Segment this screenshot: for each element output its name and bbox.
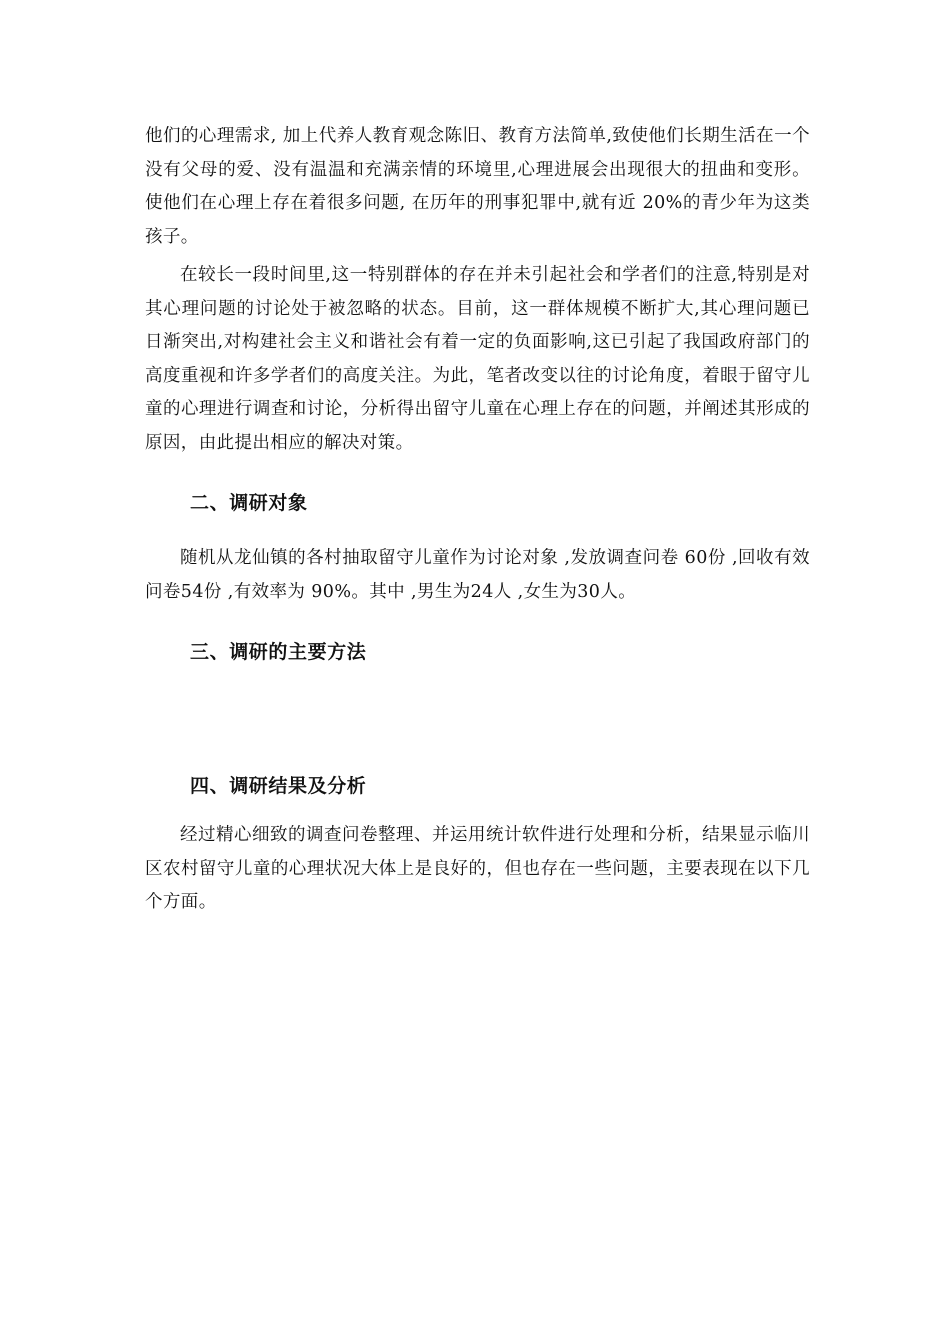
paragraph-subjects: 随机从龙仙镇的各村抽取留守儿童作为讨论对象 ,发放调查问卷 60份 ,回收有效问卷54份 ,有效率为 90%。其中 ,男生为24人 ,女生为30人。 bbox=[145, 548, 810, 602]
section-heading-results: 四、调研结果及分析 bbox=[190, 775, 367, 797]
paragraph-background: 在较长一段时间里,这一特别群体的存在并未引起社会和学者们的注意,特别是对其心理问题的讨论处于被忽略的状态。目前，这一群体规模不断扩大,其心理问题已日渐突出,对构建社会主义和谐社会有着一定的负面影响,这已引起了我国政府部门的高度重视和许多学者们的高度关注。为此，笔者改变以往的讨论角度，着眼于留守儿童的心理进行调查和讨论，分析得出留守儿童在心理上存在的问题，并阐述其形成的原因，由此提出相应的解决对策。 bbox=[145, 265, 810, 453]
section-heading-subjects: 二、调研对象 bbox=[190, 492, 308, 514]
section-heading-methods: 三、调研的主要方法 bbox=[190, 641, 367, 663]
paragraph-continuation: 他们的心理需求, 加上代养人教育观念陈旧、教育方法简单,致使他们长期生活在一个没有父母的爱、没有温温和充满亲情的环境里,心理进展会出现很大的扭曲和变形。使他们在心理上存在着很多问题, 在历年的刑事犯罪中,就有近 20%的青少年为这类孩子。 bbox=[145, 126, 810, 247]
paragraph-results: 经过精心细致的调查问卷整理、并运用统计软件进行处理和分析，结果显示临川区农村留守儿童的心理状况大体上是良好的，但也存在一些问题，主要表现在以下几个方面。 bbox=[145, 825, 810, 912]
document-page bbox=[145, 120, 810, 920]
